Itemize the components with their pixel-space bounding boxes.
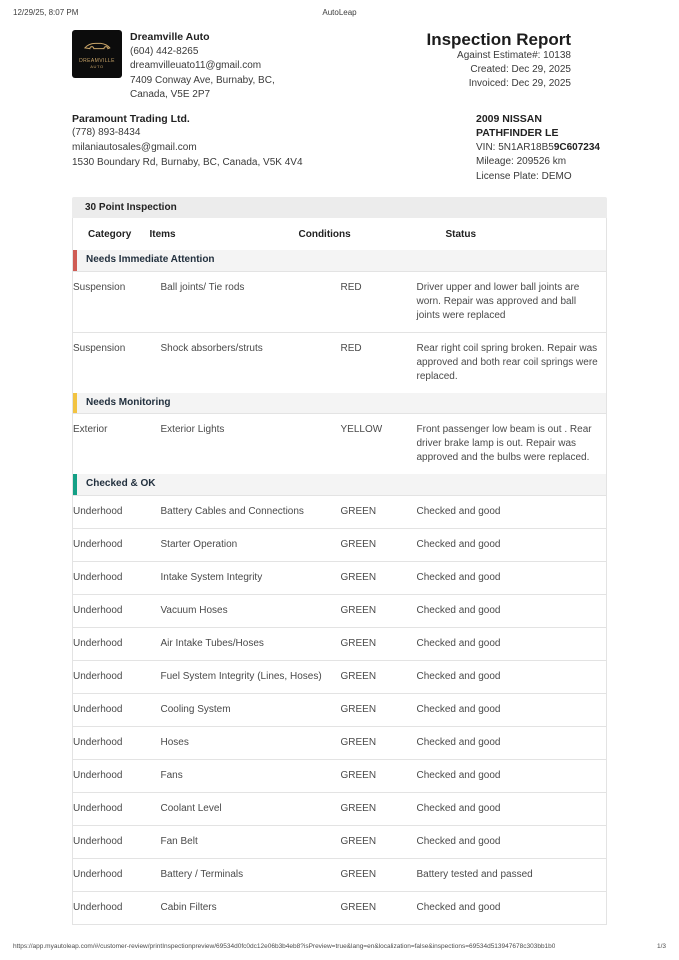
table-row <box>73 825 607 858</box>
shop-email: dreamvilleuato11@gmail.com <box>130 60 262 71</box>
row-status: Checked and good <box>417 660 607 693</box>
parties-row <box>72 112 607 185</box>
shop-address-line1: 7409 Conway Ave, Burnaby, BC, <box>130 74 275 86</box>
table-row <box>73 414 607 475</box>
row-item: Fans <box>161 759 341 792</box>
row-category: Exterior <box>73 414 161 475</box>
row-category: Underhood <box>73 528 161 561</box>
row-category: Underhood <box>73 594 161 627</box>
table-row <box>73 561 607 594</box>
shop-name: Dreamville Auto <box>130 31 210 43</box>
inspection-table <box>72 218 607 925</box>
customer-address: 1530 Boundary Rd, Burnaby, BC, Canada, V5K 4V4 <box>72 156 303 168</box>
row-condition: GREEN <box>341 825 417 858</box>
table-row <box>73 528 607 561</box>
row-status: Checked and good <box>417 891 607 924</box>
customer-info <box>72 112 303 185</box>
row-item: Vacuum Hoses <box>161 594 341 627</box>
table-row <box>73 891 607 924</box>
row-condition: GREEN <box>341 792 417 825</box>
row-category: Underhood <box>73 858 161 891</box>
table-row <box>73 693 607 726</box>
section-name: Needs Immediate Attention <box>73 250 606 271</box>
row-condition: GREEN <box>341 561 417 594</box>
customer-name: Paramount Trading Ltd. <box>72 112 190 125</box>
table-row <box>73 726 607 759</box>
customer-phone: (778) 893-8434 <box>72 127 141 139</box>
footer-url: https://app.myautoleap.com/#/customer-review/printInspectionpreview/69534d0fc0dc12e06b3b4eb8?isPreview=true&lang=en&localization=false&inspections=69534d513947678c303bb1b0 <box>13 943 556 950</box>
vehicle-mileage: Mileage: 209526 km <box>476 156 567 167</box>
shop-phone: (604) 442-8265 <box>130 45 199 57</box>
row-category: Suspension <box>73 332 161 393</box>
vehicle-vin: VIN: 5N1AR18B59C607234 <box>476 141 600 153</box>
row-item: Shock absorbers/struts <box>161 332 341 393</box>
row-item: Ball joints/ Tie rods <box>161 271 341 332</box>
row-condition: GREEN <box>341 627 417 660</box>
row-condition: GREEN <box>341 858 417 891</box>
col-header-conditions: Conditions <box>298 229 351 240</box>
row-status: Checked and good <box>417 792 607 825</box>
row-category: Underhood <box>73 660 161 693</box>
row-category: Underhood <box>73 759 161 792</box>
row-category: Underhood <box>73 825 161 858</box>
logo-text-line1: DREAMVILLE <box>79 58 115 64</box>
section-name: Needs Monitoring <box>73 393 606 414</box>
row-condition: GREEN <box>341 726 417 759</box>
row-condition: GREEN <box>341 891 417 924</box>
row-condition: GREEN <box>341 594 417 627</box>
logo-text-line2: AUTO <box>90 64 104 69</box>
row-status: Checked and good <box>417 759 607 792</box>
car-icon <box>82 39 112 57</box>
print-footer <box>13 943 666 950</box>
vehicle-info <box>476 112 607 185</box>
row-category: Underhood <box>73 792 161 825</box>
table-row <box>73 594 607 627</box>
row-item: Battery Cables and Connections <box>161 495 341 528</box>
customer-email: milaniautosales@gmail.com <box>72 142 197 154</box>
report-created: Created: Dec 29, 2025 <box>470 64 571 75</box>
report-info <box>426 30 571 103</box>
shop-info <box>130 30 275 103</box>
row-condition: GREEN <box>341 495 417 528</box>
report-title: Inspection Report <box>426 30 571 49</box>
shop-logo <box>72 30 122 78</box>
shop-address-line2: Canada, V5E 2P7 <box>130 89 211 100</box>
row-condition: GREEN <box>341 759 417 792</box>
section-name: Checked & OK <box>73 474 606 495</box>
row-item: Battery / Terminals <box>161 858 341 891</box>
table-row <box>73 759 607 792</box>
vehicle-license-plate: License Plate: DEMO <box>476 170 572 182</box>
row-status: Checked and good <box>417 726 607 759</box>
col-header-items: Items <box>149 229 176 240</box>
table-header-row <box>73 218 607 250</box>
section-header-row <box>73 393 607 414</box>
row-category: Underhood <box>73 561 161 594</box>
row-category: Underhood <box>73 627 161 660</box>
table-row <box>73 332 607 393</box>
row-item: Fan Belt <box>161 825 341 858</box>
print-datetime: 12/29/25, 8:07 PM <box>13 8 79 17</box>
row-category: Underhood <box>73 693 161 726</box>
row-category: Underhood <box>73 891 161 924</box>
vehicle-name: 2009 NISSAN PATHFINDER LE <box>476 112 559 139</box>
row-category: Underhood <box>73 726 161 759</box>
report-invoiced: Invoiced: Dec 29, 2025 <box>468 78 571 89</box>
row-item: Cooling System <box>161 693 341 726</box>
table-row <box>73 792 607 825</box>
col-header-category: Category <box>88 229 132 240</box>
row-status: Checked and good <box>417 627 607 660</box>
row-item: Exterior Lights <box>161 414 341 475</box>
col-header-status: Status <box>445 229 477 240</box>
row-condition: GREEN <box>341 528 417 561</box>
table-row <box>73 271 607 332</box>
row-condition: YELLOW <box>341 414 417 475</box>
row-item: Starter Operation <box>161 528 341 561</box>
row-status: Checked and good <box>417 693 607 726</box>
row-status: Checked and good <box>417 561 607 594</box>
row-category: Suspension <box>73 271 161 332</box>
row-condition: RED <box>341 332 417 393</box>
inspection-card <box>72 197 607 925</box>
table-row <box>73 858 607 891</box>
row-condition: RED <box>341 271 417 332</box>
row-item: Coolant Level <box>161 792 341 825</box>
shop-header <box>72 30 607 103</box>
section-header-row <box>73 474 607 495</box>
row-item: Cabin Filters <box>161 891 341 924</box>
row-item: Fuel System Integrity (Lines, Hoses) <box>161 660 341 693</box>
row-category: Underhood <box>73 495 161 528</box>
row-status: Checked and good <box>417 495 607 528</box>
table-row <box>73 660 607 693</box>
inspection-title: 30 Point Inspection <box>72 197 607 218</box>
row-status: Checked and good <box>417 528 607 561</box>
row-status: Rear right coil spring broken. Repair was approved and both rear coil springs were replaced. <box>417 332 607 393</box>
inspection-table-body <box>73 250 607 924</box>
footer-page-number: 1/3 <box>656 943 666 950</box>
print-page-title: AutoLeap <box>322 8 357 17</box>
report-estimate: Against Estimate#: 10138 <box>457 50 571 61</box>
row-condition: GREEN <box>341 660 417 693</box>
row-status: Checked and good <box>417 825 607 858</box>
row-item: Hoses <box>161 726 341 759</box>
row-item: Intake System Integrity <box>161 561 341 594</box>
row-status: Driver upper and lower ball joints are worn. Repair was approved and ball joints were replaced <box>417 271 607 332</box>
table-row <box>73 495 607 528</box>
section-header-row <box>73 250 607 271</box>
table-row <box>73 627 607 660</box>
row-status: Front passenger low beam is out . Rear driver brake lamp is out. Repair was approved and the bulbs were replaced. <box>417 414 607 475</box>
row-status: Battery tested and passed <box>417 858 607 891</box>
row-status: Checked and good <box>417 594 607 627</box>
row-condition: GREEN <box>341 693 417 726</box>
document-content <box>72 0 607 925</box>
row-item: Air Intake Tubes/Hoses <box>161 627 341 660</box>
